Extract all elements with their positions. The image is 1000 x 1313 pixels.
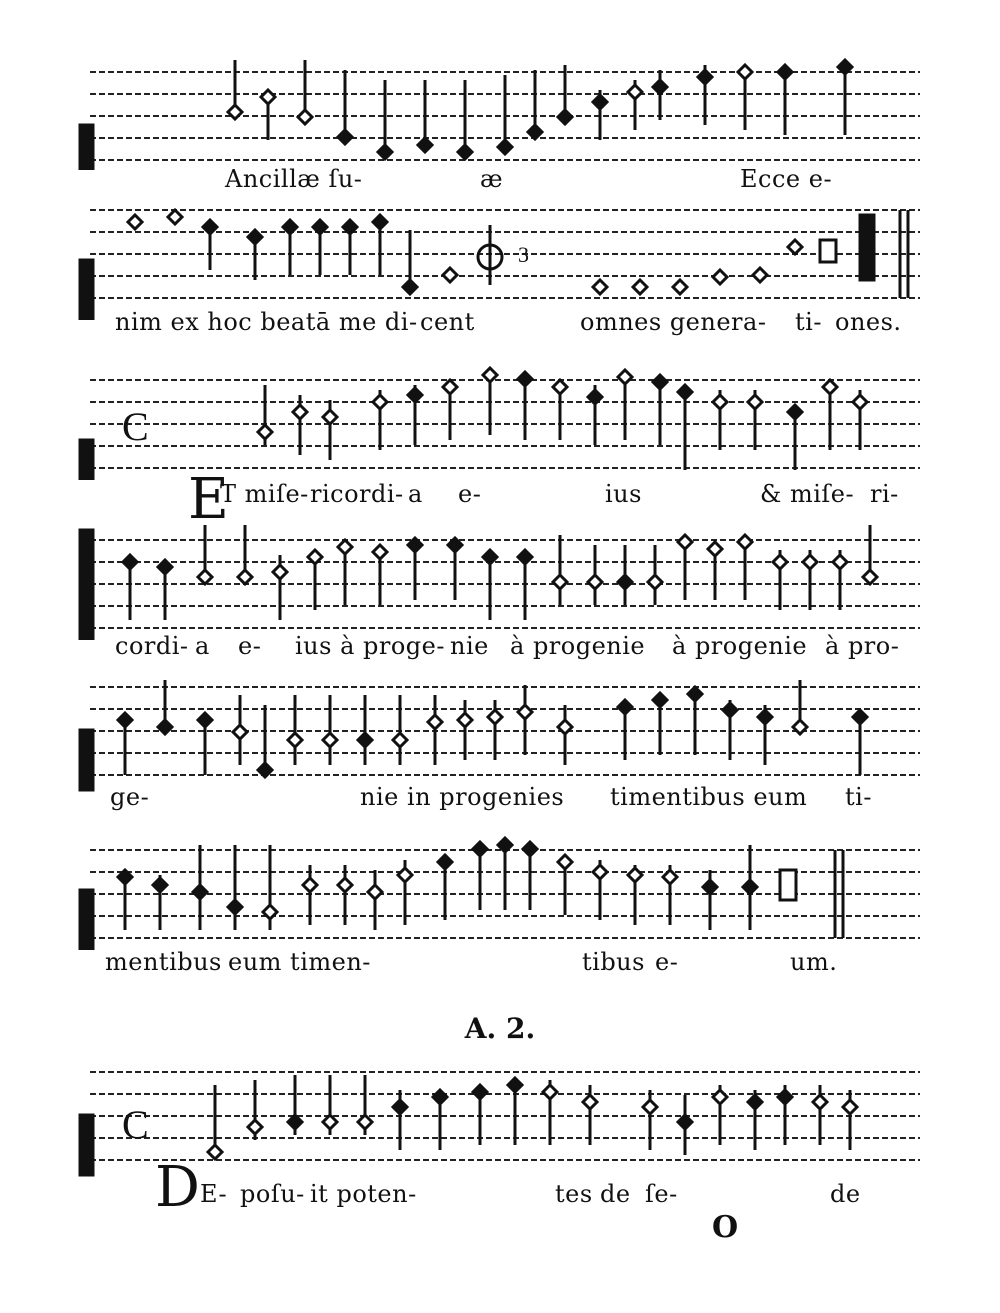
lyrics-line-7 bbox=[60, 1180, 920, 1220]
svg-text:C: C bbox=[122, 1102, 149, 1147]
lyric-syllable: it poten- bbox=[310, 1180, 417, 1208]
svg-text:C: C bbox=[122, 404, 149, 449]
lyric-syllable: timentibus eum bbox=[610, 783, 808, 811]
lyrics-line-5 bbox=[60, 783, 920, 823]
lyric-syllable: E- bbox=[200, 1180, 228, 1208]
lyric-syllable: à progenie bbox=[672, 632, 808, 660]
lyric-syllable: T miſe- bbox=[220, 480, 309, 508]
staff-6 bbox=[60, 830, 920, 950]
lyric-syllable: ius à proge- bbox=[295, 632, 445, 660]
lyric-syllable: nim ex hoc beatā me di- bbox=[115, 308, 418, 336]
meter-mark: 3 bbox=[518, 242, 529, 267]
lyric-syllable: mentibus bbox=[105, 948, 222, 976]
staff-2 bbox=[60, 200, 920, 320]
lyric-syllable: e- bbox=[655, 948, 679, 976]
lyric-syllable: æ bbox=[480, 165, 504, 193]
lyric-syllable: Ecce e- bbox=[740, 165, 833, 193]
staff-1 bbox=[60, 50, 920, 170]
lyrics-line-4 bbox=[60, 632, 920, 672]
staff-4 bbox=[60, 520, 920, 640]
lyrics-line-2 bbox=[60, 308, 920, 348]
lyric-syllable: um. bbox=[790, 948, 838, 976]
staff-3 bbox=[60, 360, 920, 480]
initial-letter-d: D bbox=[155, 1155, 200, 1220]
lyric-syllable: ri- bbox=[870, 480, 899, 508]
staff-5 bbox=[60, 675, 920, 795]
lyric-syllable: e- bbox=[238, 632, 262, 660]
lyric-syllable: ti- bbox=[795, 308, 822, 336]
lyrics-line-6 bbox=[60, 948, 920, 988]
lyric-syllable: ti- bbox=[845, 783, 872, 811]
lyric-syllable: & miſe- bbox=[760, 480, 855, 508]
catchword: O bbox=[712, 1210, 739, 1245]
lyric-syllable: eum timen- bbox=[228, 948, 371, 976]
lyric-syllable: cent bbox=[420, 308, 475, 336]
lyric-syllable: Ancillæ ſu- bbox=[225, 165, 363, 193]
lyric-syllable: ge- bbox=[110, 783, 150, 811]
initial-letter-e: E bbox=[188, 467, 229, 532]
lyric-syllable: de bbox=[600, 1180, 631, 1208]
lyric-syllable: omnes genera- bbox=[580, 308, 767, 336]
lyric-syllable: à pro- bbox=[825, 632, 900, 660]
lyric-syllable: a bbox=[408, 480, 423, 508]
lyrics-line-3 bbox=[60, 480, 920, 520]
lyric-syllable: e- bbox=[458, 480, 482, 508]
lyric-syllable: de bbox=[830, 1180, 861, 1208]
section-label: A. 2. bbox=[464, 1012, 536, 1045]
lyric-syllable: tibus bbox=[582, 948, 645, 976]
lyric-syllable: nie in progenies bbox=[360, 783, 565, 811]
lyric-syllable: ricordi- bbox=[310, 480, 404, 508]
lyric-syllable: cordi- bbox=[115, 632, 189, 660]
lyric-syllable: tes bbox=[555, 1180, 593, 1208]
lyric-syllable: poſu- bbox=[240, 1180, 305, 1208]
lyric-syllable: ius bbox=[605, 480, 642, 508]
lyric-syllable: à progenie bbox=[510, 632, 646, 660]
lyric-syllable: ones. bbox=[835, 308, 902, 336]
lyric-syllable: a bbox=[195, 632, 210, 660]
lyric-syllable: ſe- bbox=[645, 1180, 678, 1208]
lyric-syllable: nie bbox=[450, 632, 489, 660]
lyrics-line-1 bbox=[60, 165, 920, 205]
